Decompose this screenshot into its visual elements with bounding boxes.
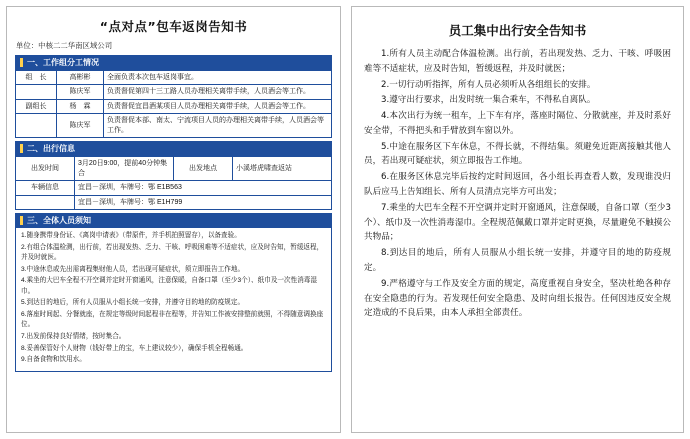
work-group-table [15, 70, 332, 138]
duty-cell: 负责督促本部、南太、宁流项目人员的办理相关离带手续，人员酒会等工作。 [104, 114, 332, 138]
notice-list [15, 228, 332, 372]
field-label: 出发地点 [174, 157, 233, 181]
role-cell [16, 114, 57, 138]
table-row [16, 99, 332, 113]
name-cell: 陈庆军 [57, 85, 104, 99]
section1-heading-label: 一、工作组分工情况 [27, 58, 99, 67]
list-item: 7.出发前保持良好情绪，按时集合。 [21, 332, 126, 340]
right-document [351, 6, 684, 433]
left-document [6, 6, 341, 433]
table-row [16, 181, 332, 195]
list-item: 1.随身携带身份证、《离岗申请表》（带原件，并手机拍照留存），以备查验。 [21, 231, 241, 239]
accent-bar-icon [20, 58, 23, 67]
field-label: 车辆信息 [16, 181, 75, 195]
section3-heading-label: 三、全体人员须知 [27, 215, 91, 225]
name-cell: 陈庆军 [57, 114, 104, 138]
left-page-title: “点对点”包车返岗告知书 [99, 19, 248, 34]
section-heading-notice [15, 213, 332, 228]
paragraph: 2.一切行动听指挥，所有人员必须听从各组组长的安排。 [381, 79, 596, 90]
list-item: 8.妥善保管好个人财物（钱好带上的宝，车上建议较少），确保手机全程畅通。 [21, 344, 248, 352]
paragraph: 4.本次出行为统一租车，上下车有序，落座时隔位、分散就座，并及时系好安全带，不得把头和手臂放到车窗以外。 [364, 111, 671, 136]
list-item: 3.中途休息或先出需离程集财他人员，若出现可疑症状，须立即报告工作地。 [21, 265, 245, 273]
paragraph: 5.中途在服务区下车休息，不得长就，不得结集。须避免近距离接触其他人员，若出现可疑症状，须立即报告工作地。 [364, 141, 671, 167]
duty-cell: 负责督促宜昌酒某项目人员办理相关离带手续，人员酒会等工作。 [104, 99, 332, 113]
list-item: 2.有组合体温检测，出行前，若出现发热、乏力、干咳、呼吸困难等不适症状，应及时告知，暂缓返程，并及时就医。 [21, 243, 324, 261]
paragraph: 3.遵守出行要求，出发时统一集合乘车，不得私自离队。 [381, 95, 596, 106]
role-cell [16, 85, 57, 99]
paragraph: 6.在服务区休息完毕后按约定时间返回，各小组长再查看人数，发现谁没归队后应马上告知组长、所有人员清点完毕方可出发； [364, 172, 671, 198]
table-row [16, 195, 332, 209]
list-item: 5.到达目的地后，所有人员服从小组长统一安排，并遵守目的地的防疫规定。 [21, 299, 245, 307]
name-cell: 杨 霖 [57, 99, 104, 113]
duty-cell: 负责督促第四十三工路人员办理相关离带手续，人员酒会等工作。 [104, 85, 332, 99]
duty-cell: 全面负责本次包车返岗事宜。 [104, 71, 332, 85]
list-item: 6.落座时间起、分餐就座，在规定等级时间起程非在程等，并告知工作被安排整前就照，不得随意调换座位。 [21, 310, 324, 329]
name-cell: 高彬彬 [57, 71, 104, 85]
field-value: 宜昌－深圳，车牌号：鄂 E1H799 [75, 195, 332, 209]
left-unit-line: 单位：中核二二华南区域公司 [16, 41, 113, 50]
field-value: 宜昌－深圳，车牌号：鄂 E1B563 [75, 181, 332, 195]
role-cell: 副组长 [16, 99, 57, 113]
table-row [16, 71, 332, 85]
table-row [16, 85, 332, 99]
list-item: 4.乘坐的大巴车全程不开空调并定时开窗通风，注意保暖，自备口罩（至少3个）、纸巾及一次性消毒湿巾。 [21, 277, 317, 295]
table-row [16, 114, 332, 138]
field-value: 3月20日9:00，提前40分钟集合 [75, 157, 174, 181]
paragraph: 8.到达目的地后，所有人员服从小组长统一安排，并遵守目的地的防疫规定。 [364, 248, 671, 273]
paragraph: 1.所有人员主动配合体温检测。出行前，若出现发热、乏力、干咳、呼吸困难等不适症状，应及时告知，暂缓返程，并及时就医； [364, 49, 671, 74]
section-heading-work-group [15, 55, 332, 70]
list-item: 9.自备食物和饮用水。 [21, 356, 86, 364]
role-cell: 组 长 [16, 71, 57, 85]
field-label [16, 195, 75, 209]
section-heading-travel-info [15, 141, 332, 156]
field-label: 出发时间 [16, 157, 75, 181]
right-page-title: 员工集中出行安全告知书 [448, 23, 587, 38]
field-value: 小溪塔虎啸查返站 [233, 157, 332, 181]
table-row [16, 157, 332, 181]
paragraph: 9.严格遵守与工作及安全方面的规定，高度重视自身安全，坚决杜绝各种存在安全隐患的行为。若发现任何安全隐患、及时向组长报告。任何因违反安全规定造成的不良后果，由本人承担全部责任。 [364, 278, 671, 319]
accent-bar-icon [20, 216, 23, 225]
section2-heading-label: 二、出行信息 [27, 144, 75, 154]
travel-info-table [15, 156, 332, 210]
paragraph: 7.乘坐的大巴车全程不开空调并定时开窗通风，注意保暖，自备口罩（至少3个）、纸巾及一次性消毒湿巾。全程规范佩戴口罩并定时更换，尽量避免不触摸公共物品； [364, 202, 671, 243]
accent-bar-icon [20, 144, 23, 153]
